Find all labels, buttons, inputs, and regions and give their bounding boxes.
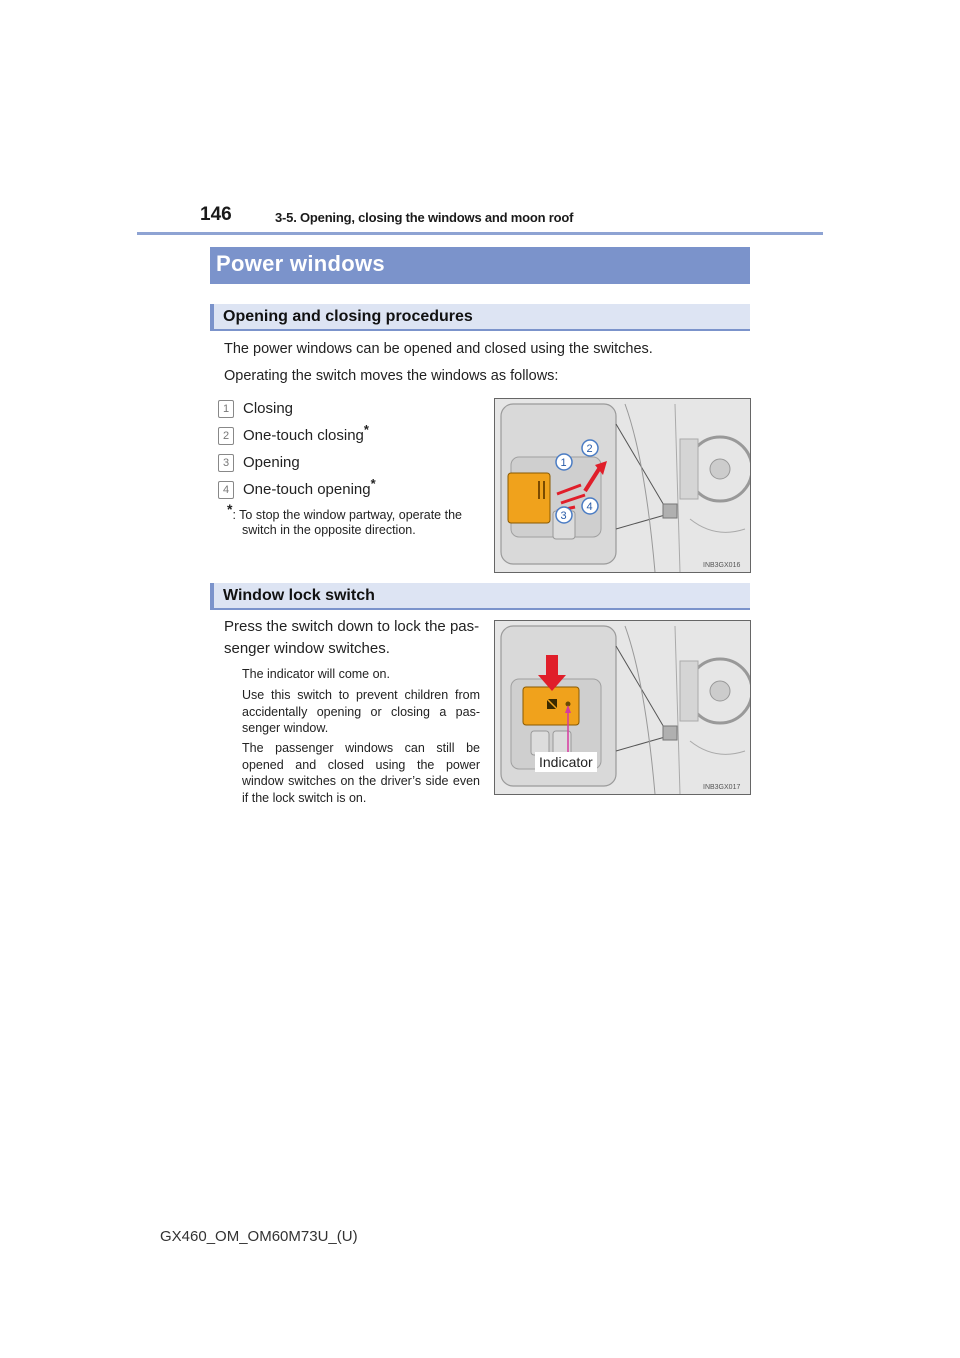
list-item [218,476,376,499]
callout-3: 3 [560,510,567,522]
page-title: Power windows [216,251,385,276]
lock-section-heading-bar [210,583,750,610]
page-title-bar [210,247,750,284]
page-number: 146 [200,204,232,225]
footnote [227,501,462,524]
header-rule [137,232,823,235]
asterisk-mark: * [370,476,376,491]
lock-instruction-line-2: senger window switches. [224,640,390,657]
list-item-label: One-touch closing [243,427,364,444]
list-item [218,395,293,418]
step-number-badge: 3 [218,454,234,472]
list-item [218,449,300,472]
lock-note-2: Use this switch to prevent children from accidentally opening or closing a pas-senger window. [242,688,480,735]
list-item-label: Closing [243,400,294,417]
window-switch-drawing [495,399,750,572]
footnote-line-2: switch in the opposite direction. [242,523,416,537]
opening-section-heading: Opening and closing procedures [223,308,473,325]
lock-section-heading: Window lock switch [223,587,375,604]
step-number-badge: 4 [218,481,234,499]
list-item-label: Opening [243,454,300,471]
window-switch-illustration [494,398,751,573]
document-footer: GX460_OM_OM60M73U_(U) [160,1228,358,1245]
footnote-asterisk: * [227,501,233,517]
figure-code: INB3GX016 [703,562,741,569]
list-item [218,422,369,445]
lock-note-1: The indicator will come on. [242,667,390,681]
step-number-badge: 1 [218,400,234,418]
lock-instruction-line-1: Press the switch down to lock the pas- [224,618,480,635]
opening-intro-1: The power windows can be opened and closed using the switches. [224,341,653,357]
footnote-line-1: : To stop the window partway, operate the [232,508,462,523]
opening-section-heading-bar [210,304,750,331]
callout-4: 4 [586,501,593,513]
opening-intro-2: Operating the switch moves the windows as follows: [224,368,559,384]
list-item-label: One-touch opening [243,481,371,498]
callout-1: 1 [560,457,567,469]
figure-code: INB3GX017 [703,784,741,791]
lock-switch-drawing [495,621,750,794]
callout-2: 2 [586,443,593,455]
step-number-badge: 2 [218,427,234,445]
lock-switch-illustration [494,620,751,795]
asterisk-mark: * [363,422,369,437]
section-title: 3-5. Opening, closing the windows and moon roof [275,210,574,225]
indicator-label: Indicator [539,754,593,770]
lock-note-3: The passenger windows can still be opened and closed using the power window switches on the driver’s side even if the lock switch is on. [242,741,480,805]
